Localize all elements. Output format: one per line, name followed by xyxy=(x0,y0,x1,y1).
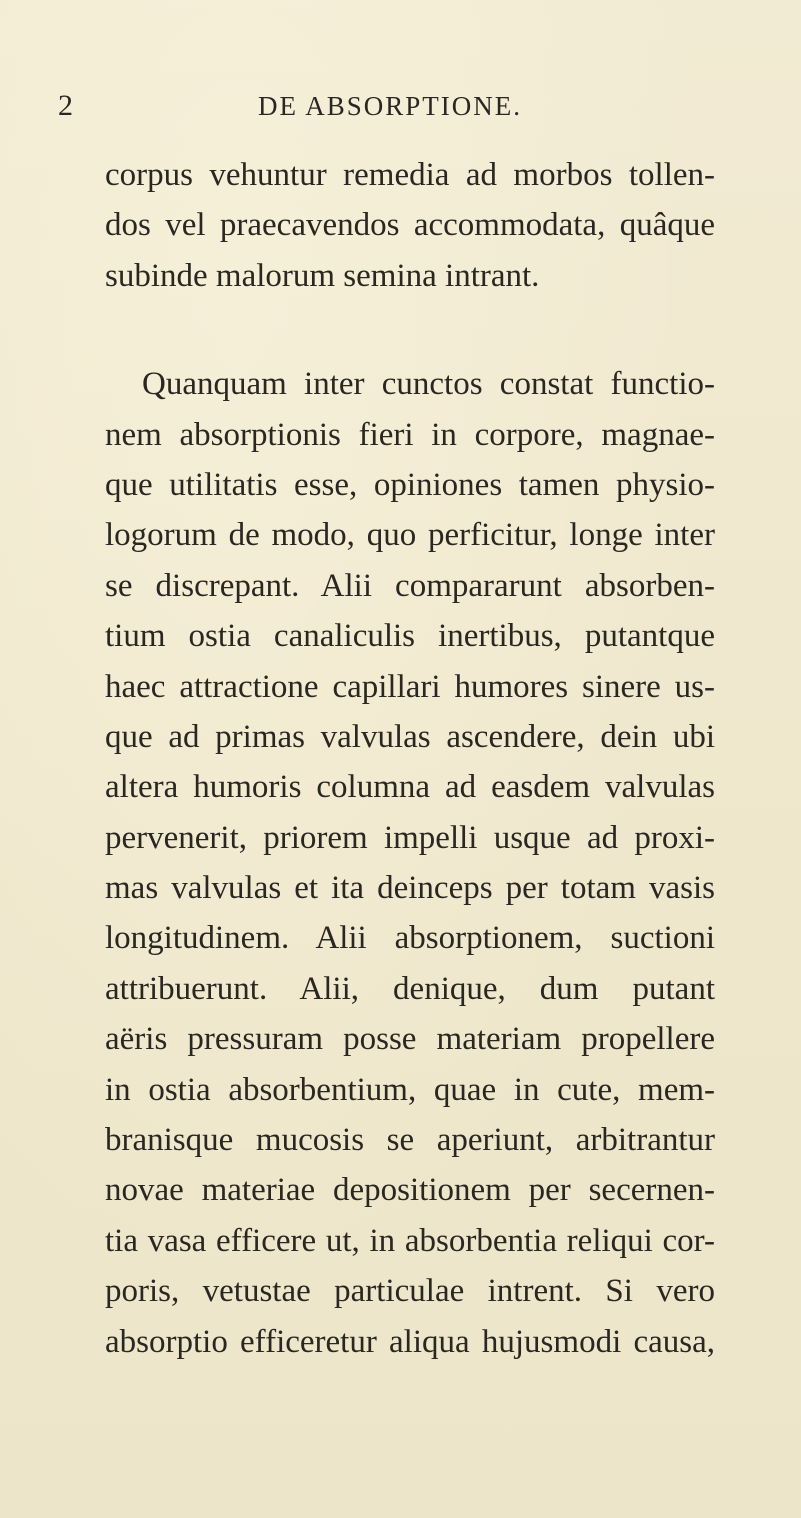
text-line: corpus vehuntur remedia ad morbos tollen- xyxy=(105,157,715,193)
text-line: longitudinem. Alii absorptionem, suctioni xyxy=(105,920,715,957)
paragraph-gap xyxy=(105,301,715,359)
text-line: logorum de modo, quo perficitur, longe inter xyxy=(105,517,715,554)
page-number: 2 xyxy=(58,89,73,122)
text-line: aëris pressuram posse materiam propellere xyxy=(105,1021,715,1058)
text-line: branisque mucosis se aperiunt, arbitrantur xyxy=(105,1122,715,1159)
text-line: tium ostia canaliculis inertibus, putantque xyxy=(105,618,715,655)
text-line: Quanquam inter cunctos constat functio- xyxy=(142,366,715,403)
text-line: haec attractione capillari humores sinere us- xyxy=(105,668,715,705)
text-line: novae materiae depositionem per secernen- xyxy=(105,1172,715,1209)
text-line: attribuerunt. Alii, denique, dum putant xyxy=(105,970,715,1007)
paragraph-1 xyxy=(105,150,715,301)
paragraph-2 xyxy=(105,359,715,1367)
text-line: se discrepant. Alii compararunt absorben- xyxy=(105,567,715,604)
text-line: nem absorptionis fieri in corpore, magnae- xyxy=(105,416,715,453)
text-line: mas valvulas et ita deinceps per totam vasis xyxy=(105,870,715,907)
text-line: in ostia absorbentium, quae in cute, mem- xyxy=(105,1071,715,1108)
text-line: subinde malorum semina intrant. xyxy=(105,257,540,294)
page-header xyxy=(58,86,708,126)
text-line: tia vasa efficere ut, in absorbentia reliqui cor- xyxy=(105,1222,715,1259)
text-line: poris, vetustae particulae intrent. Si vero xyxy=(105,1273,715,1310)
text-line: pervenerit, priorem impelli usque ad proxi- xyxy=(105,819,715,856)
text-line: que utilitatis esse, opiniones tamen physio- xyxy=(105,466,715,503)
text-line: altera humoris columna ad easdem valvulas xyxy=(105,769,715,806)
body-text xyxy=(105,150,715,1367)
text-line: dos vel praecavendos accommodata, quâque xyxy=(105,207,715,244)
text-line: absorptio efficeretur aliqua hujusmodi causa, xyxy=(105,1323,715,1360)
text-line: que ad primas valvulas ascendere, dein ubi xyxy=(105,718,715,755)
running-head: DE ABSORPTIONE. xyxy=(258,91,523,121)
